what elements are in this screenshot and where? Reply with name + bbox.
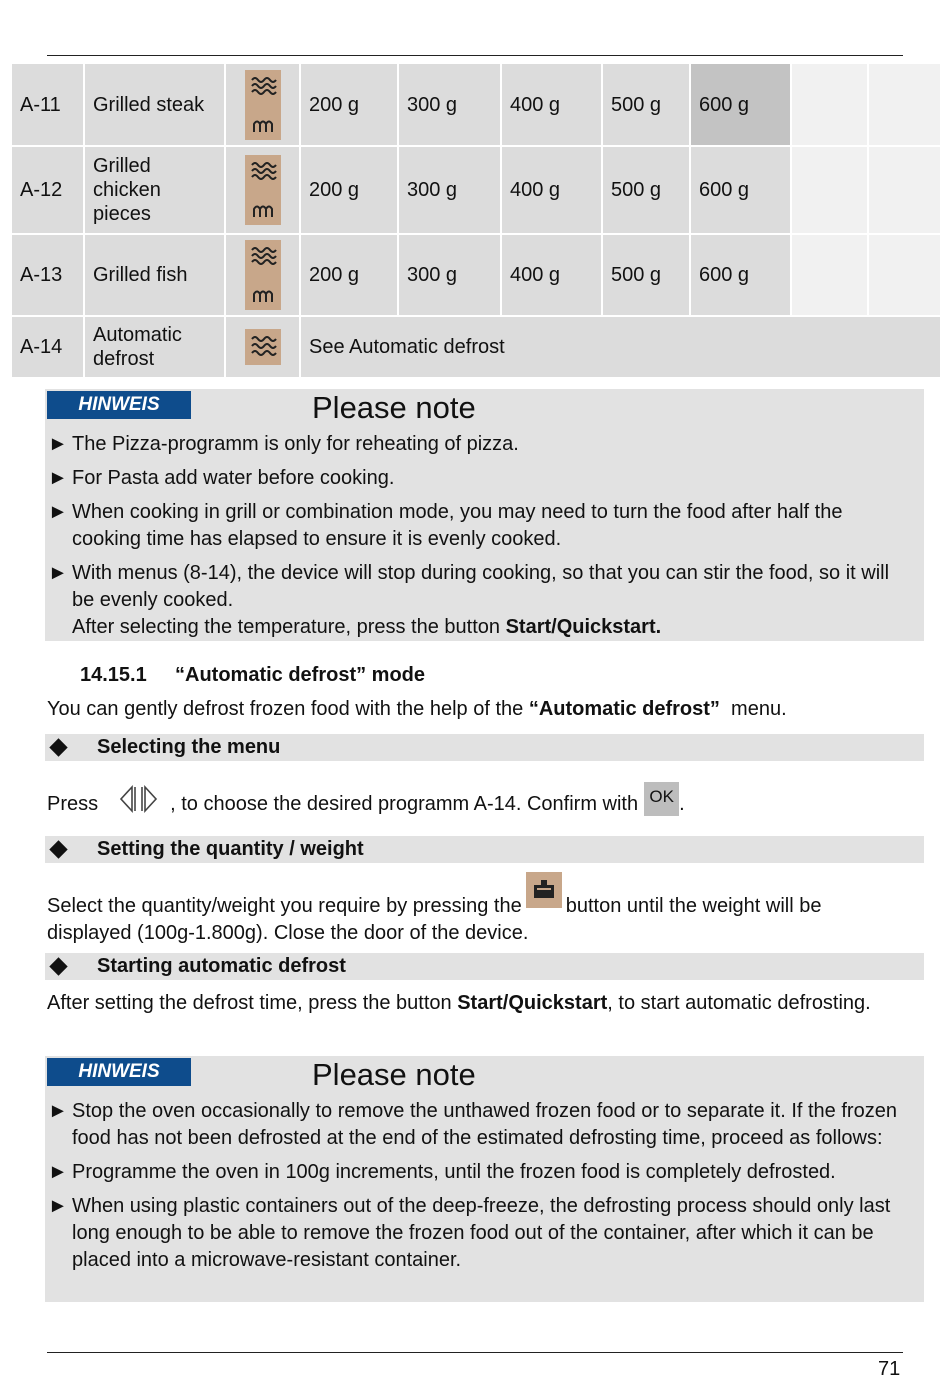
hinweis-badge: HINWEIS [47,391,191,419]
select-menu-paragraph: Press , to choose the desired programm A-14. Confirm with OK . [47,782,685,825]
weight-scale-icon [526,872,562,908]
arrow-bullet-icon: ► [48,1161,68,1183]
program-name: Grilled fish [84,234,225,316]
grill-combo-icon [245,240,281,310]
subheading-start-defrost: Starting automatic defrost [45,953,924,980]
weight-cell: 400 g [501,63,602,146]
list-item: ► For Pasta add water before cooking. [48,465,914,492]
list-item: ► With menus (8-14), the device will stop during cooking, so that you can stir the food, so it will be evenly cooked. After selecting the temperature, press the button Start/Quickstart. [48,562,890,638]
section-title: “Automatic defrost” mode [175,664,426,686]
list-item: ► Programme the oven in 100g increments, until the frozen food is completely defrosted. [48,1159,914,1186]
note-title: Please note [312,1057,476,1092]
left-right-arrows-icon [118,784,160,825]
program-name: Grilled steak [84,63,225,146]
table-row [11,63,941,146]
list-item: ► Stop the oven occasionally to remove the unthawed frozen food or to separate it. If the frozen food has not been defrosted at the end of the estimated defrosting time, proceed as follows: [48,1100,897,1149]
program-note: See Automatic defrost [300,316,941,378]
defrost-icon [245,329,281,365]
program-code: A-14 [11,316,84,378]
weight-cell: 600 g [690,146,791,234]
section-heading [80,664,425,687]
weight-cell: 500 g [602,63,690,146]
note-box [45,1056,924,1302]
page-number: 71 [878,1358,901,1380]
intro-paragraph: You can gently defrost frozen food with the help of the “Automatic defrost” menu. [47,698,787,720]
weight-cell: 600 g [690,63,791,146]
table-row [11,234,941,316]
arrow-bullet-icon: ► [48,1195,68,1217]
ok-button-icon: OK [644,782,679,816]
footer-rule [47,1352,903,1353]
start-defrost-paragraph: After setting the defrost time, press the button Start/Quickstart, to start automatic defrosting. [47,992,871,1014]
arrow-bullet-icon: ► [48,467,68,489]
list-item: ► When cooking in grill or combination mode, you may need to turn the food after half the cooking time has elapsed to ensure it is evenly cooked. [48,501,843,550]
weight-cell: 400 g [501,146,602,234]
diamond-bullet-icon [49,957,67,975]
grill-combo-icon [245,70,281,140]
weight-cell: 500 g [602,146,690,234]
note-list [48,1098,914,1281]
note-title: Please note [312,390,476,425]
weight-cell: 600 g [690,234,791,316]
section-number: 14.15.1 [80,664,147,686]
header-rule [47,55,903,56]
weight-cell: 500 g [602,234,690,316]
grill-combo-icon [245,155,281,225]
note-extra: After selecting the temperature, press the button [72,616,506,638]
arrow-bullet-icon: ► [48,1100,68,1122]
arrow-bullet-icon: ► [48,562,68,584]
table-row [11,146,941,234]
hinweis-badge: HINWEIS [47,1058,191,1086]
weight-cell: 300 g [398,234,501,316]
set-quantity-paragraph: Select the quantity/weight you require by pressing the button until the weight will be displayed (100g-1.800g). Close the door of the device. [47,872,897,947]
program-code: A-11 [11,63,84,146]
program-name: Grilled chicken pieces [84,146,225,234]
list-item: ► The Pizza-programm is only for reheating of pizza. [48,431,914,458]
note-list [48,431,914,648]
subheading-select-menu: Selecting the menu [45,734,924,761]
weight-cell: 200 g [300,63,398,146]
weight-cell: 300 g [398,63,501,146]
program-name: Automatic defrost [84,316,225,378]
program-table [10,62,942,379]
weight-cell: 400 g [501,234,602,316]
program-code: A-13 [11,234,84,316]
arrow-bullet-icon: ► [48,433,68,455]
weight-cell: 200 g [300,146,398,234]
arrow-bullet-icon: ► [48,501,68,523]
note-box [45,389,924,641]
diamond-bullet-icon [49,738,67,756]
diamond-bullet-icon [49,840,67,858]
list-item: ► When using plastic containers out of the deep-freeze, the defrosting process should only last long enough to be able to remove the frozen food out of the container, after which it can be placed into a microwave-resistant container. [48,1195,891,1271]
program-code: A-12 [11,146,84,234]
weight-cell: 200 g [300,234,398,316]
weight-cell: 300 g [398,146,501,234]
table-row [11,316,941,378]
subheading-set-quantity: Setting the quantity / weight [45,836,924,863]
